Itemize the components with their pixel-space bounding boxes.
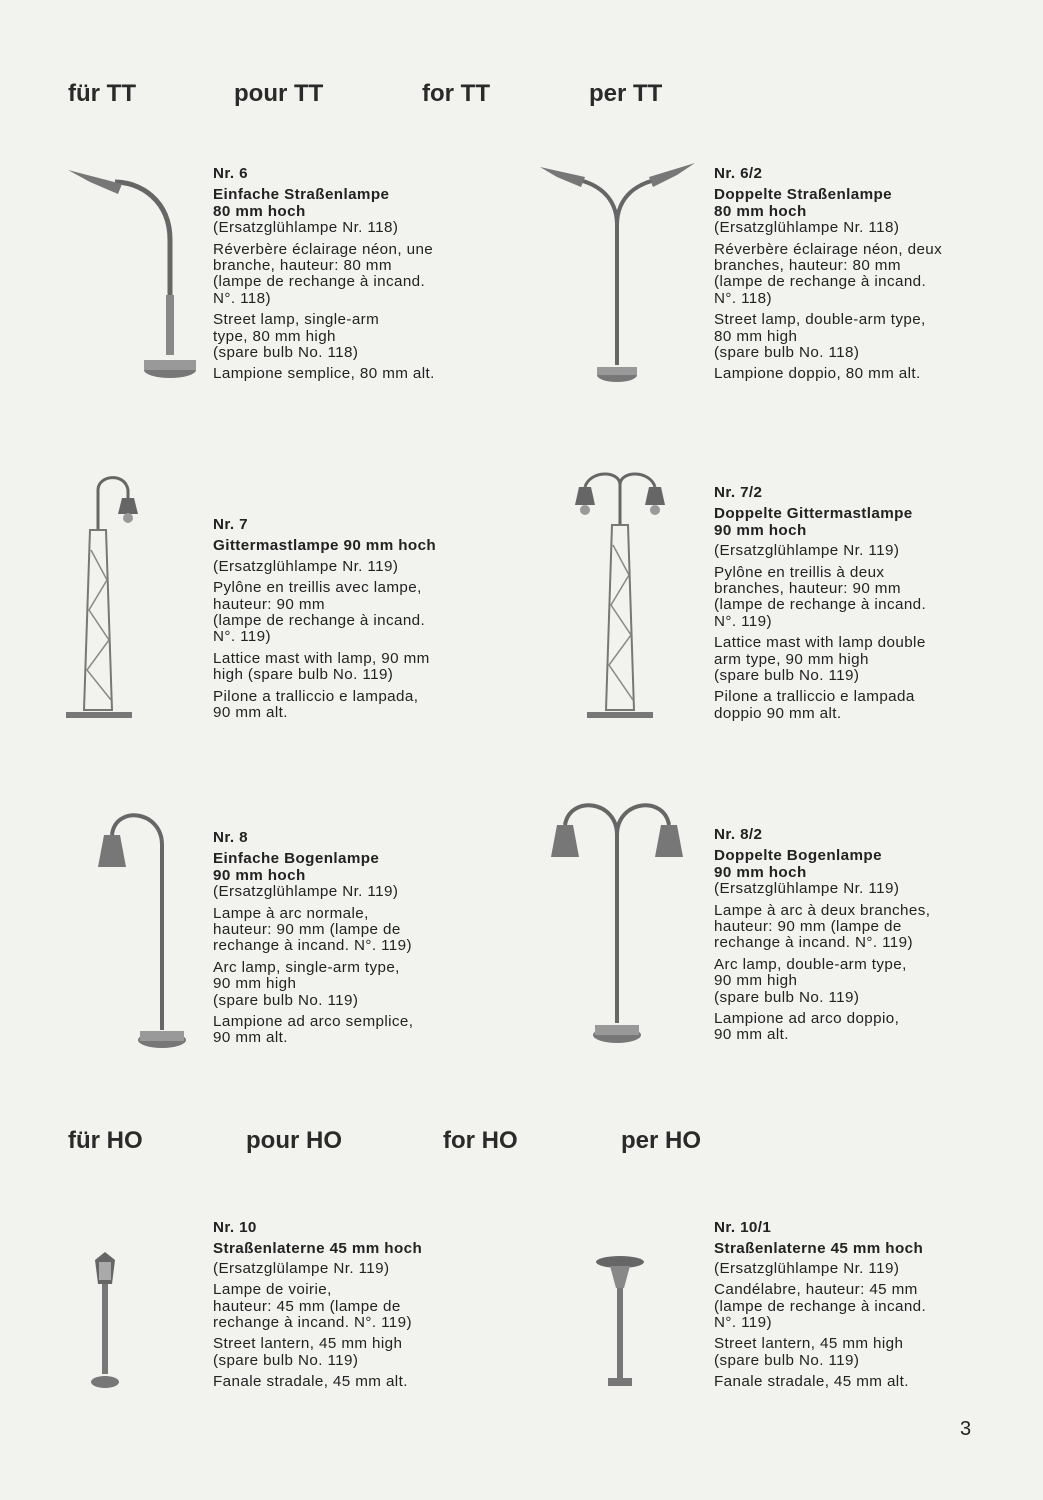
line: (spare bulb No. 118) (714, 344, 860, 362)
line: N°. 118) (213, 289, 271, 307)
line: Réverbère éclairage néon, deux (714, 240, 943, 258)
description-it (213, 1374, 422, 1390)
description-fr (213, 906, 413, 955)
product-height: 80 mm hoch (213, 202, 306, 220)
description-fr (213, 242, 435, 308)
spare-bulb-de: (Ersatzglühlampe Nr. 119) (213, 883, 399, 901)
spare-bulb-de: (Ersatzglühlampe Nr. 119) (714, 542, 900, 560)
line: Lampe de voirie, (213, 1281, 332, 1299)
line: Pylône en treillis à deux (714, 563, 885, 581)
product-number: Nr. 8 (213, 829, 248, 846)
product-nr-7 (213, 517, 436, 721)
line: 90 mm high (714, 972, 798, 990)
single-street-lamp-illustration (60, 160, 200, 385)
heading-for-ho: for HO (443, 1127, 518, 1154)
line: branches, hauteur: 90 mm (714, 580, 901, 598)
product-title: Doppelte Straßenlampe (714, 186, 893, 204)
spare-bulb-de: (Ersatzglühlampe Nr. 119) (714, 1259, 900, 1277)
line: hauteur: 90 mm (lampe de (714, 918, 902, 936)
description-fr (714, 565, 926, 631)
product-title: Doppelte Bogenlampe (714, 847, 882, 865)
line: Lampione ad arco semplice, (213, 1013, 414, 1031)
spare-bulb-de: (Ersatzglühlampe Nr. 119) (714, 880, 900, 898)
heading-for-tt: for TT (422, 80, 490, 107)
double-arc-lamp-illustration (545, 795, 690, 1050)
description-it (714, 366, 942, 382)
description-en (213, 1336, 422, 1369)
product-title: Doppelte Gittermastlampe (714, 505, 913, 523)
line: (lampe de rechange à incand. (714, 596, 927, 614)
product-nr-10 (213, 1220, 422, 1391)
line: Pilone a tralliccio e lampada, (213, 687, 419, 705)
description-fr (714, 903, 930, 952)
description-en (714, 957, 930, 1006)
product-number: Nr. 6 (213, 165, 248, 182)
product-nr-7-2 (714, 485, 926, 722)
line: N°. 119) (714, 612, 772, 630)
candelabra-lantern-illustration (590, 1250, 650, 1395)
product-height: 90 mm hoch (213, 866, 306, 884)
product-height: 90 mm hoch (714, 521, 807, 539)
heading-pour-ho: pour HO (246, 1127, 342, 1154)
product-number: Nr. 6/2 (714, 165, 763, 182)
line: Street lamp, single-arm (213, 311, 380, 329)
product-nr-10-1 (714, 1220, 926, 1391)
line: Pylône en treillis avec lampe, (213, 579, 422, 597)
description-en (213, 312, 435, 361)
single-arc-lamp-illustration (90, 805, 200, 1055)
line: rechange à incand. N°. 119) (213, 1314, 412, 1332)
product-number: Nr. 8/2 (714, 826, 763, 843)
line: high (spare bulb No. 119) (213, 666, 394, 684)
product-number: Nr. 10 (213, 1219, 257, 1236)
line: Réverbère éclairage néon, une (213, 240, 434, 258)
heading-fur-tt: für TT (68, 80, 136, 107)
line: N°. 119) (714, 1314, 772, 1332)
line: type, 80 mm high (213, 327, 336, 345)
line: Street lantern, 45 mm high (213, 1335, 403, 1353)
description-en (714, 1336, 926, 1369)
description-fr (213, 580, 436, 646)
line: Pilone a tralliccio e lampada (714, 688, 915, 706)
product-nr-6 (213, 166, 435, 383)
description-it (213, 1014, 413, 1047)
line: Fanale stradale, 45 mm alt. (714, 1373, 909, 1391)
description-fr (714, 1282, 926, 1331)
line: (spare bulb No. 119) (213, 991, 359, 1009)
product-title: Einfache Bogenlampe (213, 850, 380, 868)
line: Lampe à arc normale, (213, 904, 369, 922)
line: (spare bulb No. 119) (714, 1351, 860, 1369)
line: 90 mm high (213, 975, 297, 993)
line: (spare bulb No. 119) (714, 988, 860, 1006)
description-it (714, 689, 926, 722)
line: hauteur: 90 mm (213, 595, 325, 613)
heading-per-tt: per TT (589, 80, 663, 107)
line: Lampione ad arco doppio, (714, 1010, 900, 1028)
double-street-lamp-illustration (535, 155, 700, 385)
spare-bulb-de: (Ersatzglühlampe Nr. 119) (213, 557, 399, 575)
product-height: 80 mm hoch (714, 202, 807, 220)
line: hauteur: 90 mm (lampe de (213, 921, 401, 939)
description-en (714, 635, 926, 684)
double-lattice-mast-lamp-illustration (565, 465, 675, 730)
line: Arc lamp, single-arm type, (213, 958, 400, 976)
line: Lampione semplice, 80 mm alt. (213, 365, 435, 383)
description-it (213, 366, 435, 382)
line: Street lantern, 45 mm high (714, 1335, 904, 1353)
product-number: Nr. 10/1 (714, 1219, 772, 1236)
line: 90 mm alt. (213, 704, 288, 722)
description-en (714, 312, 942, 361)
line: Lattice mast with lamp double (714, 634, 926, 652)
line: Lattice mast with lamp, 90 mm (213, 649, 430, 667)
line: Arc lamp, double-arm type, (714, 955, 907, 973)
line: 90 mm alt. (714, 1026, 789, 1044)
description-it (714, 1374, 926, 1390)
description-it (213, 689, 436, 722)
line: Street lamp, double-arm type, (714, 311, 926, 329)
line: doppio 90 mm alt. (714, 704, 842, 722)
line: (spare bulb No. 118) (213, 344, 359, 362)
product-number: Nr. 7 (213, 516, 248, 533)
line: (lampe de rechange à incand. (714, 1297, 927, 1315)
spare-bulb-de: (Ersatzglühlampe Nr. 118) (213, 219, 399, 237)
product-title: Straßenlaterne 45 mm hoch (714, 1240, 924, 1258)
product-nr-8-2 (714, 827, 930, 1044)
line: (lampe de rechange à incand. (714, 273, 927, 291)
product-title: Einfache Straßenlampe (213, 186, 390, 204)
line: Lampe à arc à deux branches, (714, 901, 931, 919)
description-en (213, 651, 436, 684)
line: (lampe de rechange à incand. (213, 612, 426, 630)
page-number: 3 (960, 1418, 972, 1440)
spare-bulb-de: (Ersatzglülampe Nr. 119) (213, 1259, 390, 1277)
line: (spare bulb No. 119) (714, 667, 860, 685)
description-fr (714, 242, 942, 308)
line: Lampione doppio, 80 mm alt. (714, 365, 921, 383)
description-fr (213, 1282, 422, 1331)
product-nr-8 (213, 830, 413, 1047)
product-title: Straßenlaterne 45 mm hoch (213, 1240, 423, 1258)
line: branche, hauteur: 80 mm (213, 257, 392, 275)
line: 80 mm high (714, 327, 798, 345)
line: rechange à incand. N°. 119) (714, 934, 913, 952)
heading-pour-tt: pour TT (234, 80, 324, 107)
spare-bulb-de: (Ersatzglühlampe Nr. 118) (714, 219, 900, 237)
lattice-mast-lamp-illustration (60, 470, 145, 730)
line: N°. 119) (213, 628, 271, 646)
line: rechange à incand. N°. 119) (213, 937, 412, 955)
product-title: Gittermastlampe 90 mm hoch (213, 537, 437, 555)
line: branches, hauteur: 80 mm (714, 257, 901, 275)
product-height: 90 mm hoch (714, 863, 807, 881)
product-nr-6-2 (714, 166, 942, 383)
line: Fanale stradale, 45 mm alt. (213, 1373, 408, 1391)
line: (lampe de rechange à incand. (213, 273, 426, 291)
line: Candélabre, hauteur: 45 mm (714, 1281, 918, 1299)
description-en (213, 960, 413, 1009)
description-it (714, 1011, 930, 1044)
line: arm type, 90 mm high (714, 650, 869, 668)
line: 90 mm alt. (213, 1029, 288, 1047)
heading-per-ho: per HO (621, 1127, 702, 1154)
line: (spare bulb No. 119) (213, 1351, 359, 1369)
heading-fur-ho: für HO (68, 1127, 143, 1154)
street-lantern-illustration (80, 1250, 130, 1395)
line: N°. 118) (714, 289, 772, 307)
product-number: Nr. 7/2 (714, 484, 763, 501)
line: hauteur: 45 mm (lampe de (213, 1297, 401, 1315)
